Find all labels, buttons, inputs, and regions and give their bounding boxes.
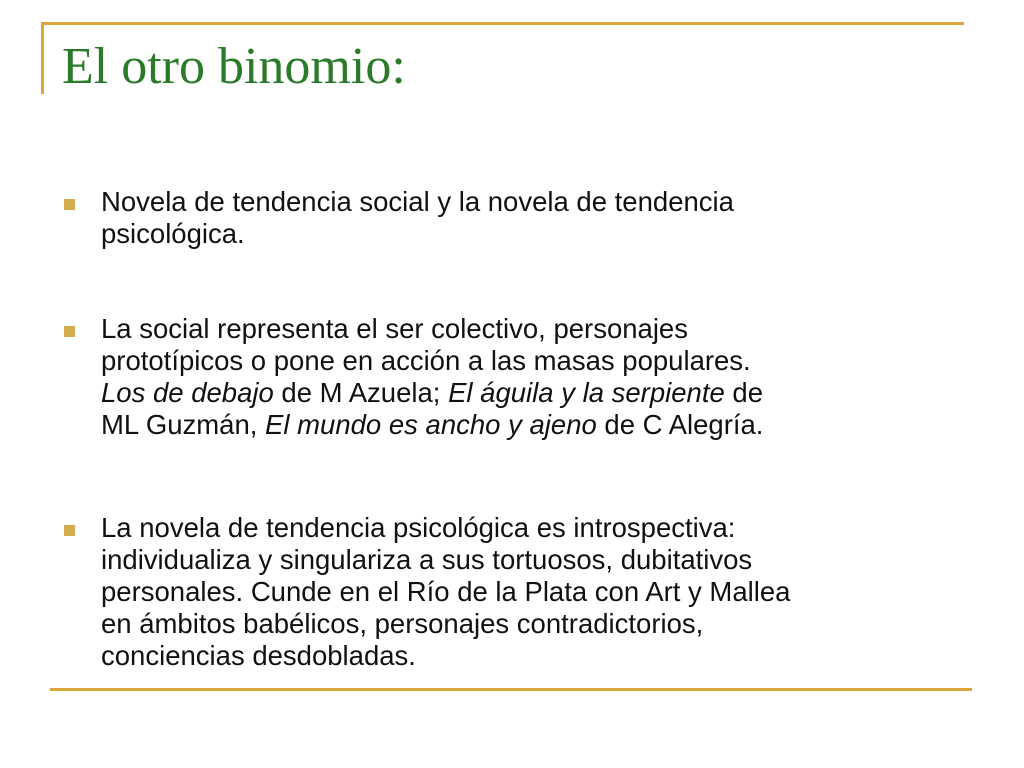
frame-top-line [41,22,964,25]
frame-bottom-line [50,688,972,691]
bullet-1-line-1: Novela de tendencia social y la novela de tendencia [101,186,734,217]
bullet-2-ending: de C Alegría. [596,409,764,440]
work-title-el-mundo: El mundo es ancho y ajeno [265,409,597,440]
work-title-el-aguila: El águila y la serpiente [448,377,725,408]
bullet-3-line-4: en ámbitos babélicos, personajes contradictorios, [101,608,704,639]
square-bullet-icon [64,525,75,536]
work-title-los-de-debajo: Los de debajo [101,377,274,408]
frame-left-line [41,22,44,94]
bullet-text-2 [101,313,971,441]
bullet-text-1 [101,186,971,250]
square-bullet-icon [64,326,75,337]
bullet-2-connector-2: de [724,377,763,408]
bullet-3-line-5: conciencias desdobladas. [101,640,416,671]
bullet-1-line-2: psicológica. [101,218,245,249]
square-bullet-icon [64,199,75,210]
bullet-3-line-2: individualiza y singulariza a sus tortuosos, dubitativos [101,544,753,575]
bullet-text-3 [101,512,971,672]
bullet-2-line-2: prototípicos o pone en acción a las masas populares. [101,345,751,376]
bullet-2-line-1: La social representa el ser colectivo, personajes [101,313,688,344]
slide-title: El otro binomio: [62,38,406,95]
bullet-2-connector-1: de M Azuela; [273,377,449,408]
bullet-2-connector-3: ML Guzmán, [101,409,266,440]
bullet-3-line-1: La novela de tendencia psicológica es introspectiva: [101,512,736,543]
bullet-3-line-3: personales. Cunde en el Río de la Plata con Art y Mallea [101,576,791,607]
